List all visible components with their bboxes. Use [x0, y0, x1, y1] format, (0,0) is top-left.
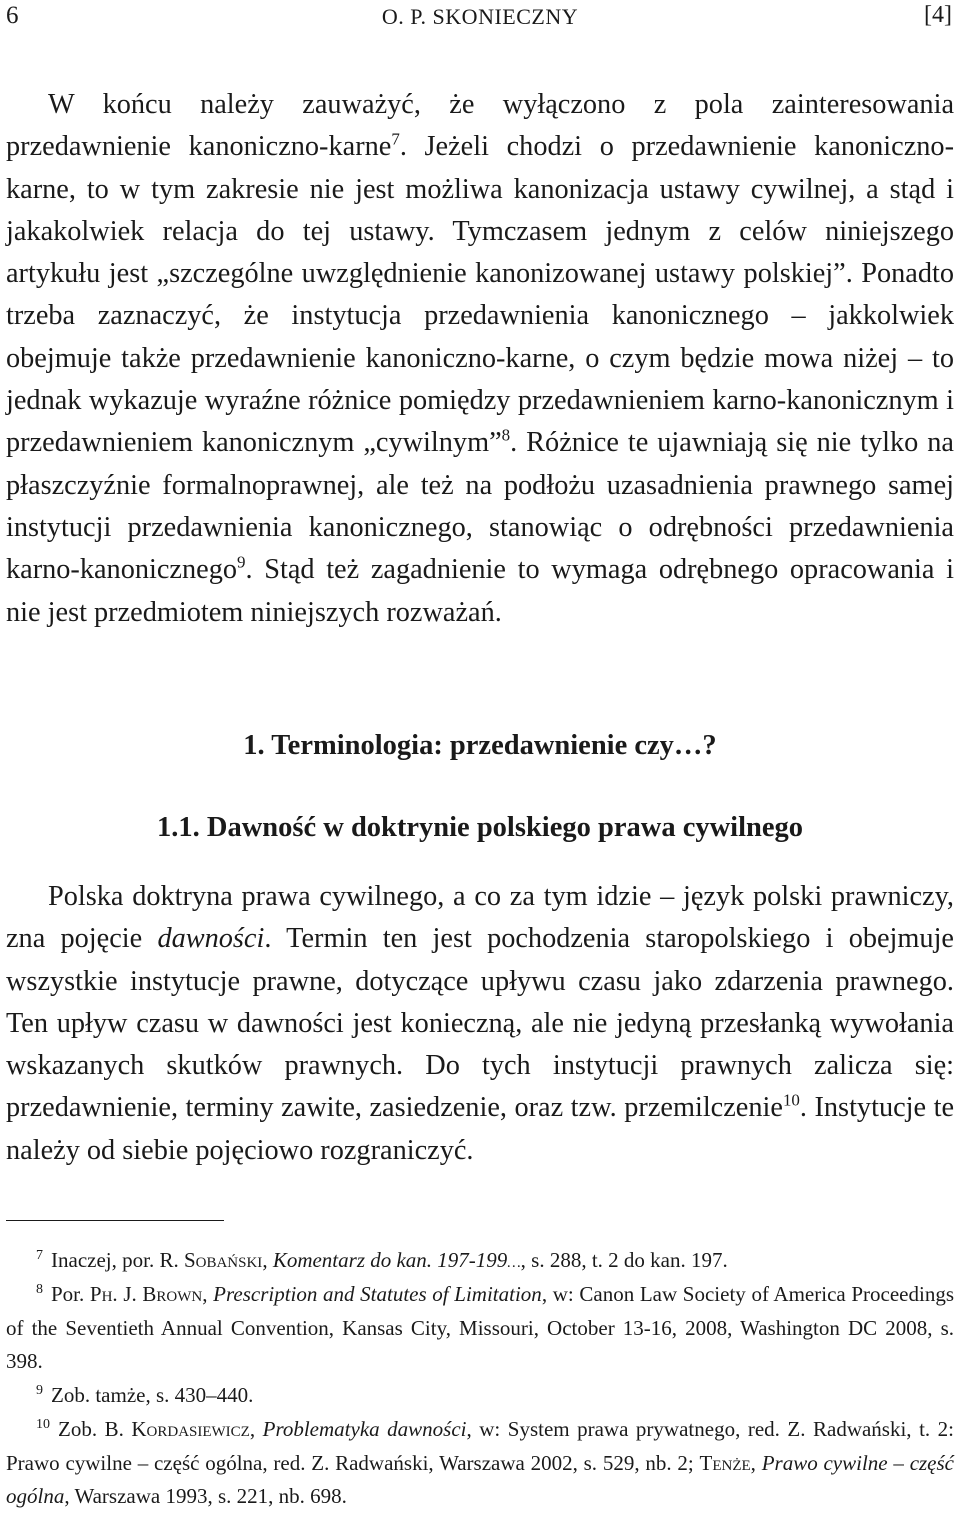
para1-text-3: . Różnice te ujawniają się nie tylko na płaszczyźnie formalnoprawnej, ale też na podłożu uzasadnienia prawnego samej instytucji przedawnienia kanonicznego, stanowiąc o odrębności przedawnienia karno-kanonicznego	[6, 427, 954, 586]
footnote-ref-8[interactable]: 8	[501, 425, 511, 445]
footnote-7-text-a: Inaczej, por. R.	[51, 1248, 184, 1272]
footnote-10-text-d: ,	[750, 1450, 762, 1475]
footnote-7-text-b: ,	[262, 1248, 273, 1272]
footnote-8-text-c: , w: Canon Law Society of America Proceedings of the Seventieth Annual Convention, Kansas City, Missouri, October 13-16, 2008, Washington DC 2008, s. 398.	[6, 1282, 955, 1374]
footnote-10-title: Problematyka dawności	[262, 1417, 467, 1441]
footnote-ref-7[interactable]: 7	[391, 129, 400, 149]
paragraph-dawnosc	[6, 876, 954, 1172]
para2-text-3: . Instytucje te należy od siebie pojęciowo rozgraniczyć.	[6, 1092, 954, 1166]
para2-text-2: . Termin ten jest pochodzenia staropolskiego i obejmuje wszystkie instytucje prawne, dotyczące upływu czasu jako zdarzenia prawnego. Ten upływ czasu w dawności jest konieczną, ale nie jedyną przesłanką wywołania wskazanych skutków prawnych. Do tych instytucji prawnych zalicza się: przedawnienie, terminy zawite, zasiedzenie, oraz tzw. przemilczenie	[6, 923, 954, 1124]
footnote-7-ellipsis: …	[507, 1255, 521, 1271]
para2-text-1: Polska doktryna prawa cywilnego, a co za tym idzie – język polski prawniczy, zna pojęcie	[6, 881, 954, 955]
para1-text-4: . Stąd też zagadnienie to wymaga odrębnego opracowania i nie jest przedmiotem niniejszych rozważań.	[6, 554, 954, 628]
term-dawnosci: dawności	[157, 923, 265, 955]
footnote-10-text-e: , Warszawa 1993, s. 221, nb. 698.	[64, 1484, 347, 1509]
footnote-9-text: Zob. tamże, s. 430–440.	[51, 1383, 254, 1407]
footnote-10-text-c: , w: System prawa prywatnego, red. Z. Radwański, t. 2: Prawo cywilne – część ogólna, red. Z. Radwański, Warszawa 2002, s. 529, nb. 2;	[6, 1417, 954, 1475]
footnote-mark-10: 10	[36, 1417, 50, 1432]
section-heading: 1. Terminologia: przedawnienie czy…?	[243, 730, 717, 761]
footnote-10-tenze: Tenże	[699, 1450, 751, 1475]
footnote-7-text-c: , s. 288, t. 2 do kan. 197.	[520, 1248, 728, 1272]
footnote-8-text-a: Por.	[51, 1282, 90, 1306]
subsection-heading: 1.1. Dawność w doktrynie polskiego prawa cywilnego	[156, 812, 804, 843]
footnote-8	[6, 1278, 954, 1379]
footnote-10-text-b: ,	[249, 1417, 263, 1441]
footnote-mark-9: 9	[36, 1383, 43, 1398]
footnote-10-title2: Prawo cywilne – część ogólna	[6, 1450, 954, 1509]
paragraph-intro	[6, 84, 954, 634]
footnote-mark-7: 7	[36, 1248, 43, 1263]
para1-text-1: W końcu należy zauważyć, że wyłączono z pola zainteresowania przedawnienie kanoniczno-karne	[6, 89, 954, 163]
section-number: [4]	[924, 2, 952, 28]
footnote-separator	[6, 1220, 224, 1221]
footnote-9	[6, 1379, 954, 1413]
footnote-ref-9[interactable]: 9	[237, 552, 246, 572]
footnote-10-text-a: Zob. B.	[58, 1417, 132, 1441]
footnote-7	[6, 1244, 954, 1281]
running-head: O. P. SKONIECZNY	[381, 4, 579, 29]
footnote-7-author: Sobański	[183, 1248, 263, 1272]
footnote-10	[6, 1413, 954, 1514]
footnote-8-author: Ph. J. Brown	[89, 1282, 203, 1306]
footnote-ref-10[interactable]: 10	[782, 1091, 800, 1111]
footnote-7-title: Komentarz do kan. 197-199	[272, 1248, 508, 1272]
footnote-8-text-b: ,	[202, 1282, 214, 1306]
footnote-10-author: Kordasiewicz	[131, 1417, 250, 1441]
page-header	[0, 0, 960, 40]
footnote-mark-8: 8	[36, 1282, 43, 1297]
para1-text-2: . Jeżeli chodzi o przedawnienie kanoniczno-karne, to w tym zakresie nie jest możliwa kanonizacja ustawy cywilnej, a stąd i jakakolwiek relacja do tej ustawy. Tymczasem jednym z celów niniejszego artykułu jest „szczególne uwzględnienie kanonizowanej ustawy polskiej”. Ponadto trzeba zaznaczyć, że instytucja przedawnienia kanonicznego – jakkolwiek obejmuje także przedawnienie kanoniczno-karne, o czym będzie mowa niżej – to jednak wykazuje wyraźne różnice pomiędzy przedawnieniem karno-kanonicznym i przedawnieniem kanonicznym „cywilnym”	[6, 131, 954, 459]
page-number: 6	[6, 2, 19, 29]
footnote-8-title: Prescription and Statutes of Limitation	[213, 1282, 542, 1306]
